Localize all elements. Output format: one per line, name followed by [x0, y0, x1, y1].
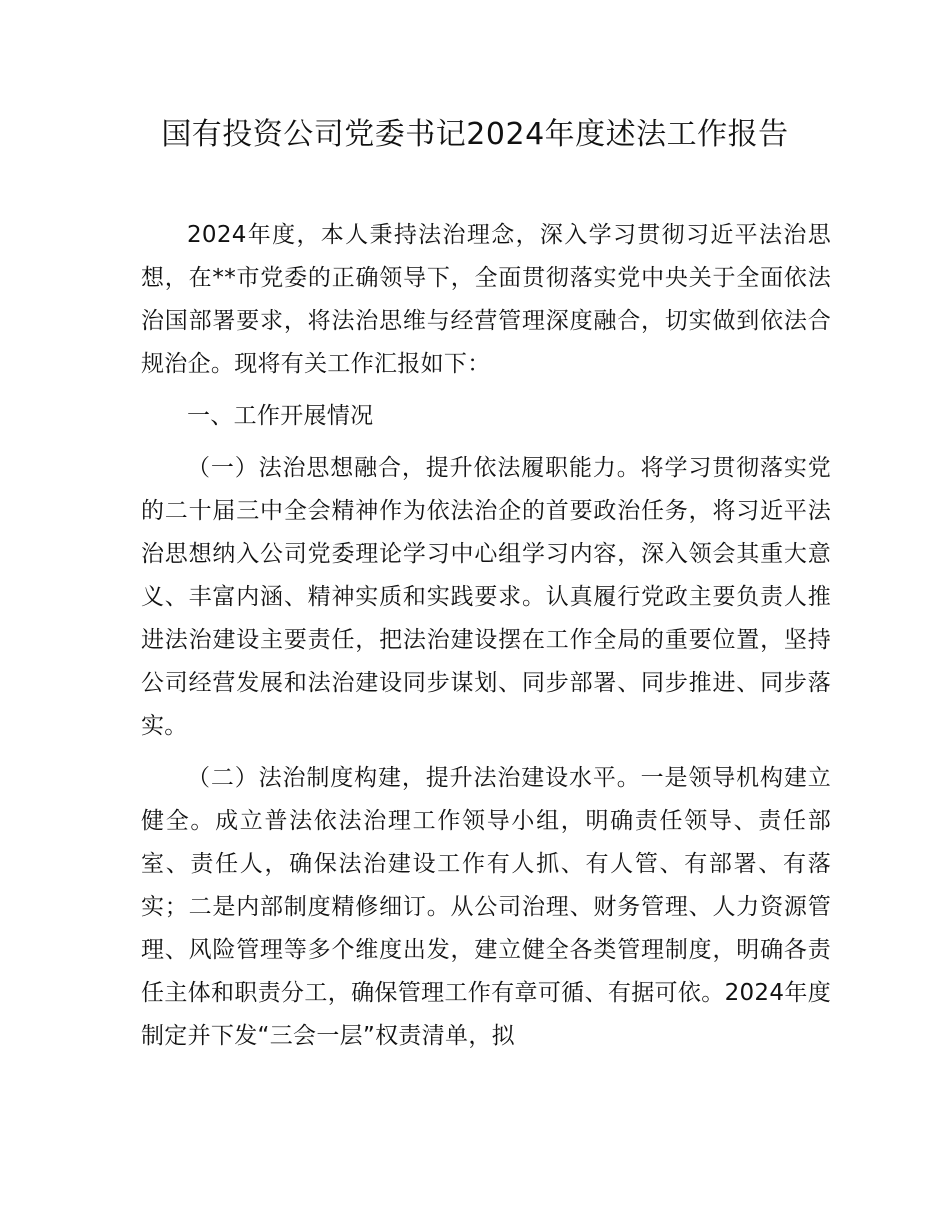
document-title: 国有投资公司党委书记2024年度述法工作报告	[161, 117, 789, 152]
section-heading: 一、工作开展情况	[187, 403, 374, 429]
intro-paragraph: 2024年度，本人秉持法治理念，深入学习贯彻习近平法治思想，在**市党委的正确领导下，全面贯彻落实党中央关于全面依法治国部署要求，将法治思维与经营管理深度融合，切实做到依法合规治企。现将有关工作汇报如下：	[141, 222, 831, 377]
document-body	[141, 214, 831, 1067]
paragraph-rule-of-law-system: （二）法治制度构建，提升法治建设水平。一是领导机构建立健全。成立普法依法治理工作领导小组，明确责任领导、责任部室、责任人，确保法治建设工作有人抓、有人管、有部署、有落实；二是内部制度精修细订。从公司治理、财务管理、人力资源管理、风险管理等多个维度出发，建立健全各类管理制度，明确各责任主体和职责分工，确保管理工作有章可循、有据可依。2024年度制定并下发“三会一层”权责清单，拟	[141, 765, 831, 1049]
paragraph-rule-of-law-thought: （一）法治思想融合，提升依法履职能力。将学习贯彻落实党的二十届三中全会精神作为依法治企的首要政治任务，将习近平法治思想纳入公司党委理论学习中心组学习内容，深入领会其重大意义、丰富内涵、精神实质和实践要求。认真履行党政主要负责人推进法治建设主要责任，把法治建设摆在工作全局的重要位置，坚持公司经营发展和法治建设同步谋划、同步部署、同步推进、同步落实。	[141, 455, 831, 739]
